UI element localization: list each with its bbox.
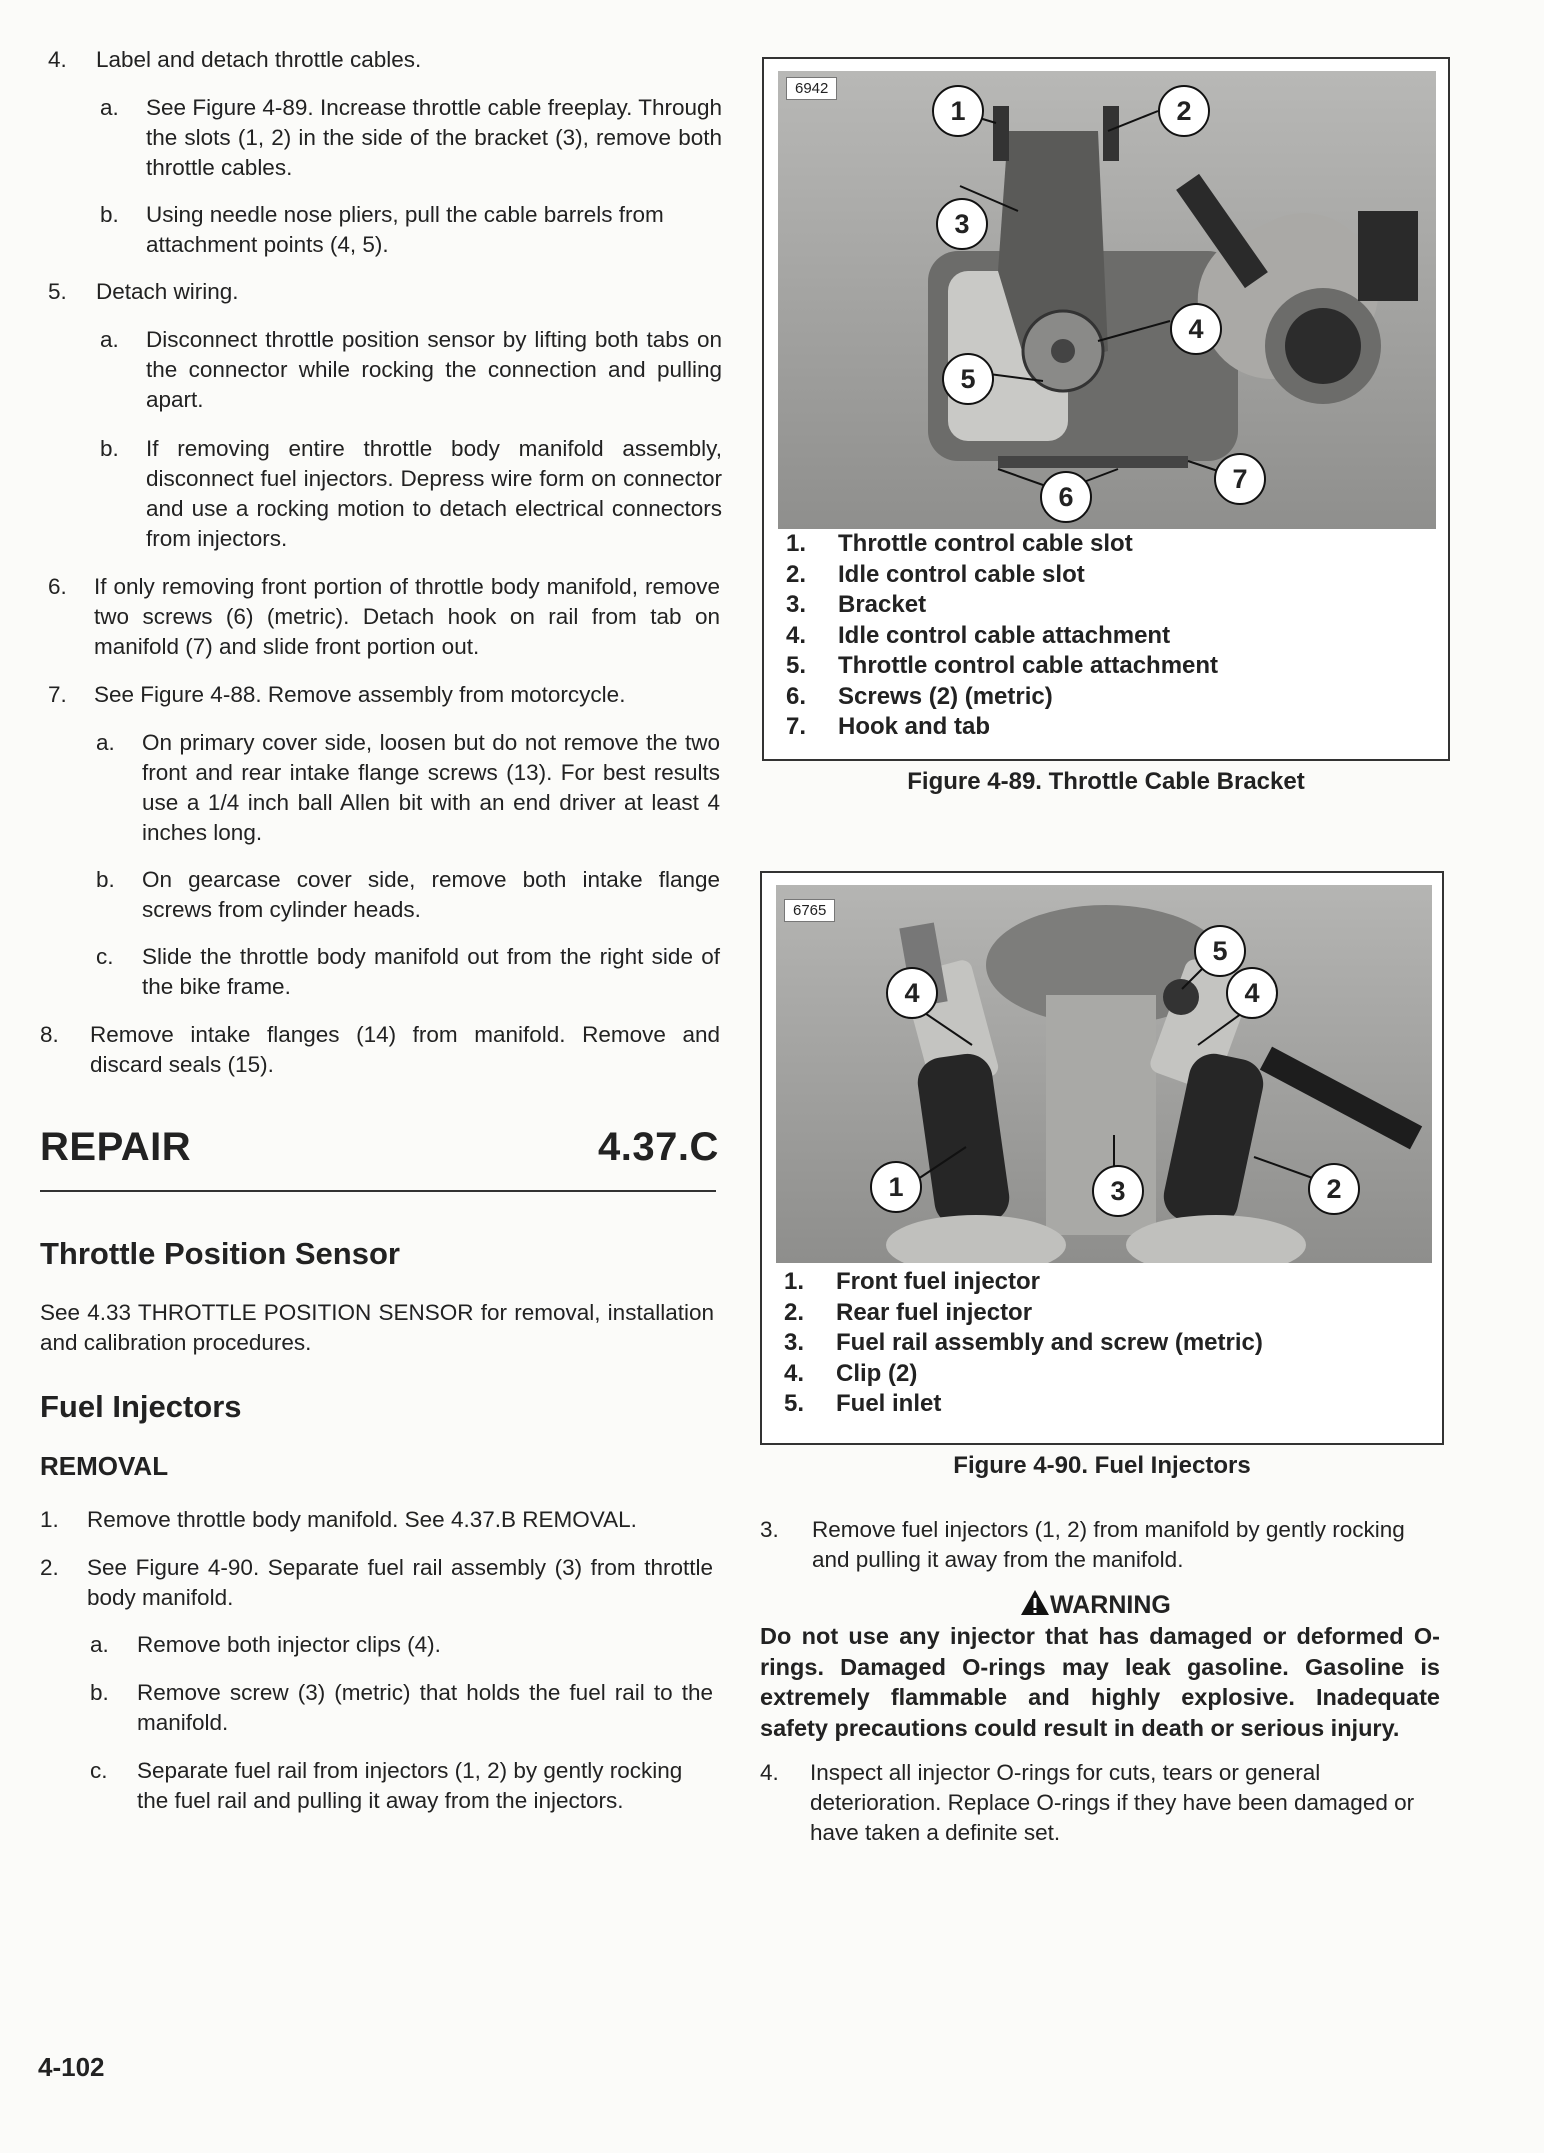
legend-item: 1. Front fuel injector: [784, 1268, 1040, 1295]
warning-triangle-icon: [1020, 1589, 1050, 1616]
step-text: If only removing front portion of throttle body manifold, remove two screws (6) (metric). Detach hook on rail from tab on manifold (7) and slide front portion out.: [94, 574, 720, 659]
step-number: 4.: [760, 1760, 779, 1785]
page-number: 4-102: [38, 2052, 105, 2082]
substep-letter: b.: [100, 436, 119, 461]
figure-4-89-legend: [786, 529, 1426, 743]
figure-id-label: 6942: [786, 77, 837, 100]
step-number: 2.: [40, 1555, 59, 1580]
callout-7: 7: [1214, 453, 1266, 505]
substep-text: Using needle nose pliers, pull the cable barrels from attachment points (4, 5).: [146, 202, 664, 257]
callout-5: 5: [942, 353, 994, 405]
fuel-injectors-heading: Fuel Injectors: [40, 1389, 242, 1424]
step-text: Label and detach throttle cables.: [96, 47, 422, 72]
substep-letter: b.: [100, 202, 119, 227]
callout-2: 2: [1158, 85, 1210, 137]
callout-2: 2: [1308, 1163, 1360, 1215]
legend-item: 6. Screws (2) (metric): [786, 682, 1053, 710]
throttle-bracket-illustration: [778, 71, 1436, 529]
substep-text: Separate fuel rail from injectors (1, 2) by gently rocking the fuel rail and pulling it away from the injectors.: [137, 1758, 683, 1813]
legend-item: 4. Idle control cable attachment: [786, 621, 1171, 649]
legend-item: 4. Clip (2): [784, 1359, 918, 1387]
step-number: 8.: [40, 1022, 59, 1047]
substep-text: On gearcase cover side, remove both intake flange screws from cylinder heads.: [142, 867, 720, 922]
section-rule: [40, 1190, 716, 1192]
warning-label: WARNING: [1050, 1591, 1171, 1619]
substep-letter: b.: [96, 867, 115, 892]
callout-5: 5: [1194, 925, 1246, 977]
callout-6: 6: [1040, 471, 1092, 523]
callout-3: 3: [936, 198, 988, 250]
legend-item: 3. Fuel rail assembly and screw (metric): [784, 1329, 1263, 1356]
substep-text: Disconnect throttle position sensor by lifting both tabs on the connector while rocking the connection and pulling apart.: [146, 327, 722, 412]
step-text: Remove fuel injectors (1, 2) from manifold by gently rocking and pulling it away from the manifold.: [812, 1517, 1405, 1572]
step-number: 6.: [48, 574, 67, 599]
substep-letter: a.: [100, 327, 119, 352]
substep-letter: c.: [96, 944, 114, 969]
callout-3: 3: [1092, 1165, 1144, 1217]
legend-item: 1. Throttle control cable slot: [786, 530, 1133, 557]
figure-id-label: 6765: [784, 899, 835, 922]
substep-letter: a.: [100, 95, 119, 120]
tps-text: See 4.33 THROTTLE POSITION SENSOR for removal, installation and calibration procedures.: [40, 1300, 714, 1355]
step-text: Remove throttle body manifold. See 4.37.B REMOVAL.: [87, 1507, 637, 1532]
figure-4-90-caption: Figure 4-90. Fuel Injectors: [953, 1452, 1251, 1479]
substep-letter: a.: [96, 730, 115, 755]
substep-text: Remove both injector clips (4).: [137, 1632, 441, 1657]
fuel-injectors-photo: [776, 885, 1432, 1263]
callout-1: 1: [932, 85, 984, 137]
substep-letter: c.: [90, 1758, 108, 1783]
step-number: 7.: [48, 682, 67, 707]
warning-text: Do not use any injector that has damaged or deformed O-rings. Damaged O-rings may leak gasoline. Gasoline is extremely flammable and highly explosive. Inadequate safety precautions could result in death or serious injury.: [760, 1623, 1440, 1741]
warning-header: [1020, 1589, 1171, 1620]
legend-item: 7. Hook and tab: [786, 713, 991, 740]
substep-letter: a.: [90, 1632, 109, 1657]
step-number: 1.: [40, 1507, 59, 1532]
figure-4-90-legend: [784, 1267, 1424, 1420]
figure-4-89-box: [762, 57, 1450, 761]
section-number: 4.37.C: [598, 1125, 719, 1169]
tps-heading: Throttle Position Sensor: [40, 1236, 400, 1271]
legend-item: 5. Fuel inlet: [784, 1390, 942, 1417]
substep-text: On primary cover side, loosen but do not remove the two front and rear intake flange screws (13). For best results use a 1/4 inch ball Allen bit with an end driver at least 4 inches long.: [142, 730, 720, 845]
step-text: Inspect all injector O-rings for cuts, tears or general deterioration. Replace O-rings if they have been damaged or have taken a definite set.: [810, 1760, 1415, 1845]
substep-text: If removing entire throttle body manifold assembly, disconnect fuel injectors. Depress wire form on connector and use a rocking motion to detach electrical connectors from injectors.: [146, 436, 722, 551]
substep-text: Slide the throttle body manifold out from the right side of the bike frame.: [142, 944, 720, 999]
section-title: REPAIR: [40, 1125, 192, 1169]
step-text: Detach wiring.: [96, 279, 239, 304]
callout-4-right: 4: [1226, 967, 1278, 1019]
step-number: 5.: [48, 279, 67, 304]
legend-item: 3. Bracket: [786, 591, 927, 618]
step-text: See Figure 4-88. Remove assembly from motorcycle.: [94, 682, 626, 707]
callout-4: 4: [1170, 303, 1222, 355]
figure-4-90-box: [760, 871, 1444, 1445]
figure-4-89-caption: Figure 4-89. Throttle Cable Bracket: [907, 768, 1305, 795]
callout-4-left: 4: [886, 967, 938, 1019]
substep-letter: b.: [90, 1680, 109, 1705]
throttle-bracket-photo: [778, 71, 1436, 529]
step-text: See Figure 4-90. Separate fuel rail assembly (3) from throttle body manifold.: [87, 1555, 713, 1610]
step-text: Remove intake flanges (14) from manifold. Remove and discard seals (15).: [90, 1022, 720, 1077]
substep-text: See Figure 4-89. Increase throttle cable freeplay. Through the slots (1, 2) in the side of the bracket (3), remove both throttle cables.: [146, 95, 722, 180]
legend-item: 5. Throttle control cable attachment: [786, 652, 1219, 679]
step-number: 4.: [48, 47, 67, 72]
callout-1: 1: [870, 1161, 922, 1213]
legend-item: 2. Idle control cable slot: [786, 560, 1085, 588]
removal-heading: REMOVAL: [40, 1451, 169, 1481]
step-number: 3.: [760, 1517, 779, 1542]
legend-item: 2. Rear fuel injector: [784, 1298, 1033, 1326]
substep-text: Remove screw (3) (metric) that holds the fuel rail to the manifold.: [137, 1680, 713, 1735]
